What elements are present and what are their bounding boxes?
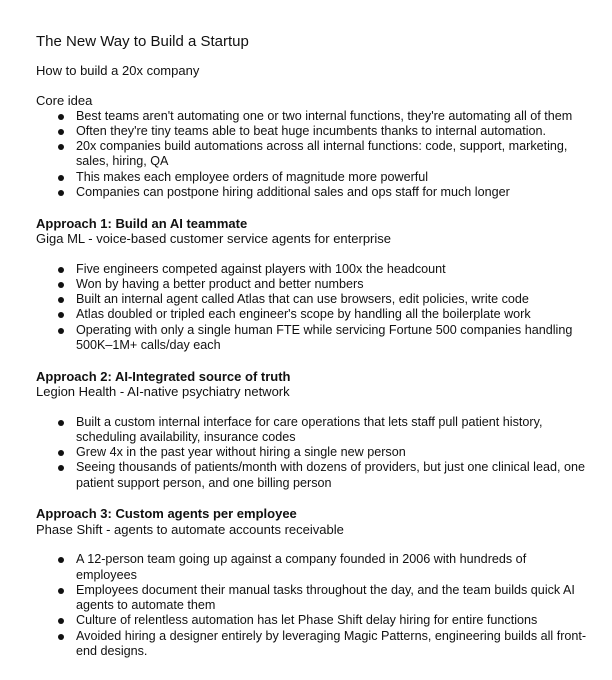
bullet-icon [58, 465, 64, 471]
list-item [36, 139, 590, 170]
list-item [36, 552, 590, 583]
list-item-text: Seeing thousands of patients/month with dozens of providers, but just one clinical lead, one patient support person, and one billing person [76, 460, 585, 490]
list-item-text: Employees document their manual tasks throughout the day, and the team builds quick AI agents to automate them [76, 582, 575, 613]
bullet-icon [58, 129, 64, 135]
document-subtitle: How to build a 20x company [36, 63, 200, 78]
list-item-text: This makes each employee orders of magnitude more powerful [76, 169, 429, 184]
list-item [36, 613, 590, 628]
bullet-icon [58, 267, 64, 273]
list-item [36, 460, 590, 491]
bullet-icon [58, 175, 64, 181]
approach-company: Legion Health - AI-native psychiatry network [36, 383, 290, 399]
bullet-icon [58, 618, 64, 624]
bullet-icon [58, 634, 64, 640]
list-item-text: Culture of relentless automation has let Phase Shift delay hiring for entire functions [76, 613, 538, 628]
bullet-icon [58, 557, 64, 563]
list-item [36, 323, 590, 354]
list-item [36, 445, 590, 460]
core-idea-list [36, 109, 612, 201]
bullet-icon [58, 144, 64, 150]
bullet-icon [58, 312, 64, 318]
list-item-text: Often they're tiny teams able to beat huge incumbents thanks to internal automation. [76, 123, 547, 138]
list-item-text: Best teams aren't automating one or two internal functions, they're automating all of them [76, 108, 573, 123]
bullet-icon [58, 114, 64, 120]
list-item-text: 20x companies build automations across all internal functions: code, support, marketing, sales, hiring, QA [76, 139, 568, 169]
bullet-icon [58, 282, 64, 288]
list-item-text: Atlas doubled or tripled each engineer's scope by handling all the boilerplate work [76, 307, 531, 322]
list-item [36, 185, 590, 200]
approach-3-section [36, 506, 612, 659]
list-item [36, 109, 590, 124]
approach-1-section [36, 216, 612, 354]
list-item-text: Grew 4x in the past year without hiring a single new person [76, 445, 406, 460]
core-idea-section [36, 93, 612, 200]
list-item [36, 415, 590, 446]
list-item-text: Won by having a better product and better numbers [76, 276, 364, 291]
list-item [36, 262, 590, 277]
bullet-icon [58, 450, 64, 456]
approach-heading: Approach 1: Build an AI teammate [36, 215, 248, 231]
approach-2-section [36, 369, 612, 491]
list-item [36, 292, 590, 307]
approach-heading: Approach 2: AI-Integrated source of truth [36, 368, 291, 384]
approach-heading: Approach 3: Custom agents per employee [36, 506, 297, 522]
bullet-icon [58, 588, 64, 594]
bullet-icon [58, 297, 64, 303]
list-item-text: A 12-person team going up against a company founded in 2006 with hundreds of employees [76, 552, 527, 582]
bullet-icon [58, 328, 64, 334]
approach-list [36, 552, 612, 659]
list-item-text: Avoided hiring a designer entirely by leveraging Magic Patterns, engineering builds all front-end designs. [76, 628, 587, 658]
list-item [36, 124, 590, 139]
core-idea-label: Core idea [36, 93, 93, 109]
approach-company: Giga ML - voice-based customer service agents for enterprise [36, 230, 392, 246]
list-item-text: Companies can postpone hiring additional sales and ops staff for much longer [76, 185, 510, 200]
list-item-text: Built an internal agent called Atlas that can use browsers, edit policies, write code [76, 292, 529, 307]
list-item [36, 307, 590, 322]
approach-company: Phase Shift - agents to automate accounts receivable [36, 521, 344, 537]
bullet-icon [58, 420, 64, 426]
approach-list [36, 415, 612, 491]
list-item [36, 629, 590, 660]
document-title: The New Way to Build a Startup [36, 33, 249, 50]
list-item [36, 170, 590, 185]
list-item [36, 583, 590, 614]
list-item-text: Five engineers competed against players with 100x the headcount [76, 261, 446, 276]
list-item-text: Built a custom internal interface for care operations that lets staff pull patient history, scheduling availability, insurance codes [76, 414, 543, 444]
approach-list [36, 262, 612, 354]
list-item [36, 277, 590, 292]
list-item-text: Operating with only a single human FTE while servicing Fortune 500 companies handling 500K–1M+ calls/day each [76, 322, 573, 353]
bullet-icon [58, 190, 64, 196]
